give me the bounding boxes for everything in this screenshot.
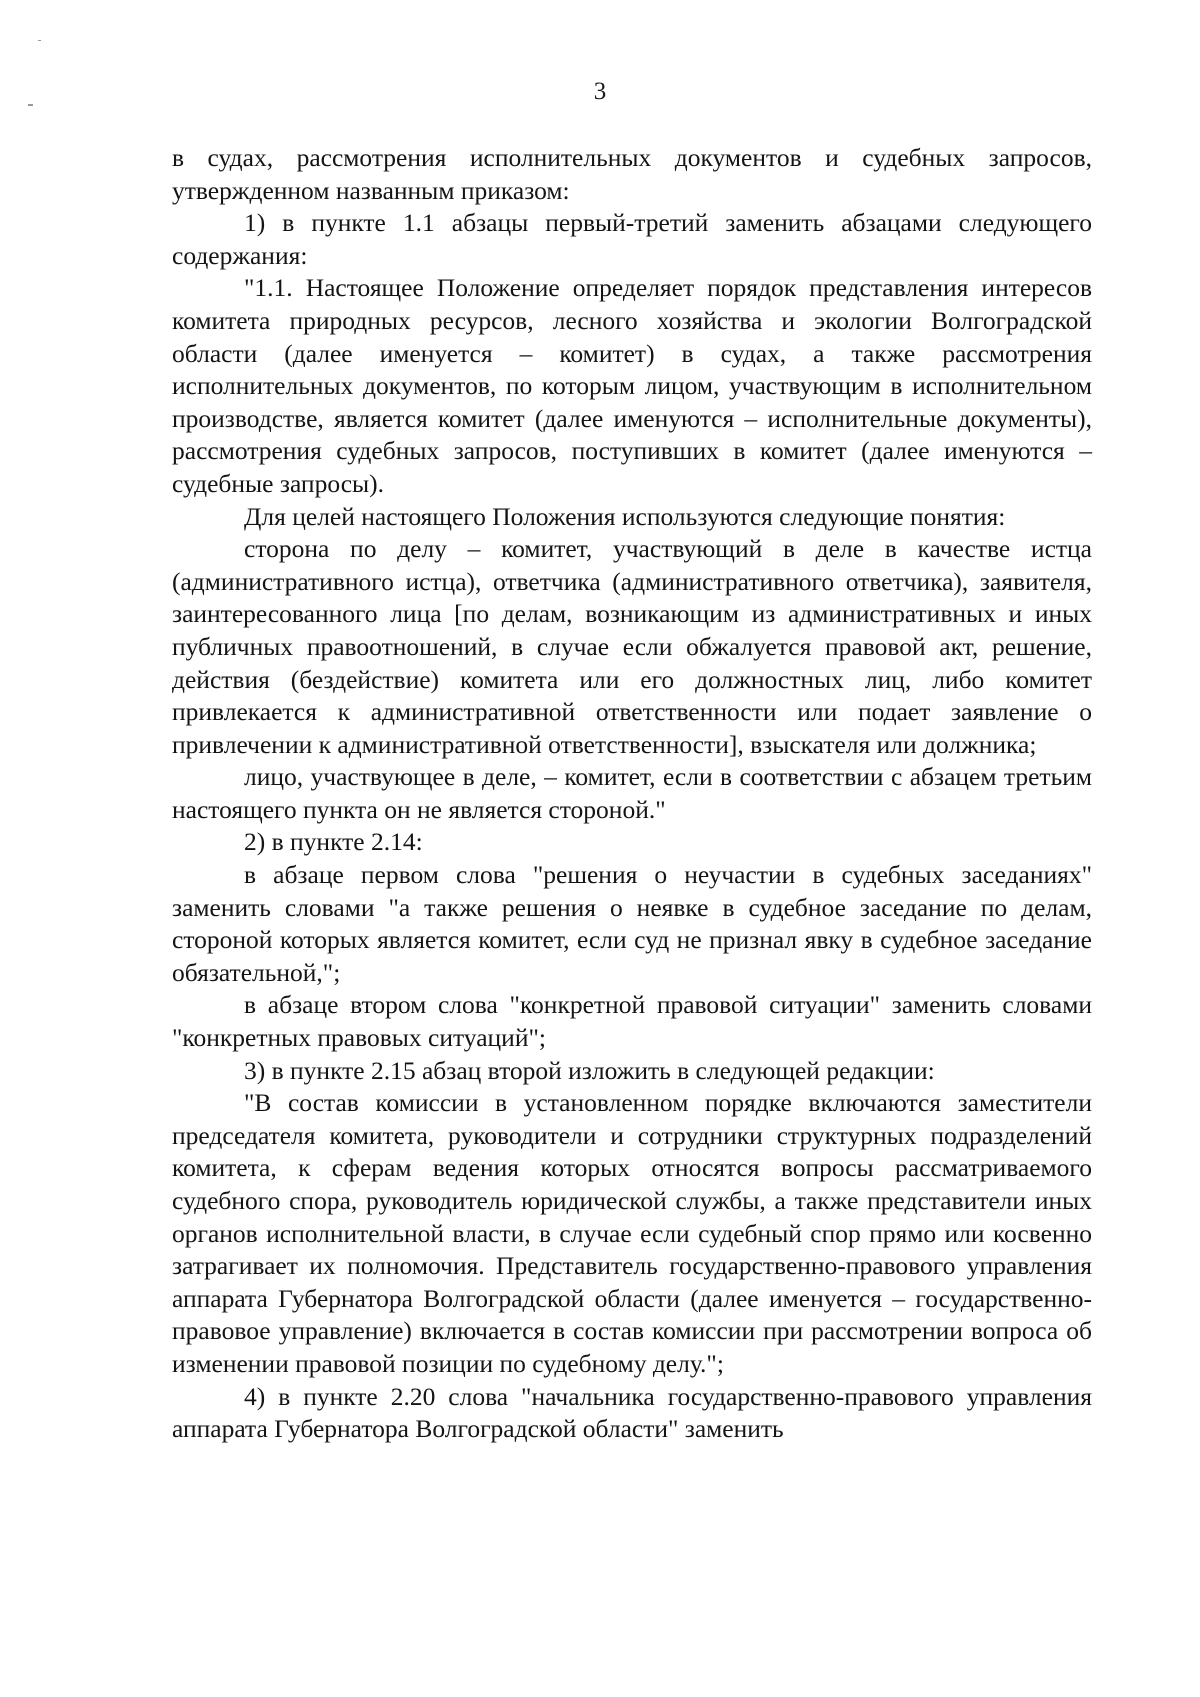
paragraph: Для целей настоящего Положения используются следующие понятия: — [244, 501, 1006, 531]
paragraph: лицо, участвующее в деле, – комитет, если в соответствии с абзацем третьим настоящего пункта он не является стороной." — [172, 762, 1092, 824]
scan-artifact — [38, 40, 41, 41]
paragraph: в абзаце первом слова "решения о неучастии в судебных заседаниях" заменить словами "а также решения о неявке в судебное заседание по делам, стороной которых является комитет, если суд не признал явку в судебное заседание обязательной,"; — [172, 860, 1092, 987]
page-number: 3 — [593, 78, 607, 105]
paragraph: в абзаце втором слова "конкретной правовой ситуации" заменить словами "конкретных правовых ситуаций"; — [172, 990, 1092, 1053]
document-body — [172, 142, 1092, 1446]
paragraph: 3) в пункте 2.15 абзац второй изложить в следующей редакции: — [244, 1055, 935, 1085]
paragraph: сторона по делу – комитет, участвующий в деле в качестве истца (административного истца), ответчика (административного ответчика), заявителя, заинтересованного лица [по делам, возникающим из административных и иных публичных правоотношений, в случае если обжалуется правовой акт, решение, действия (бездействие) комитета или его должностных лиц, либо комитет привлекается к административной ответственности или подает заявление о привлечении к административной ответственности], взыскателя или должника; — [172, 534, 1092, 759]
paragraph: 2) в пункте 2.14: — [244, 827, 423, 857]
paragraph: 1) в пункте 1.1 абзацы первый-третий заменить абзацами следующего содержания: — [172, 208, 1092, 270]
paragraph: в судах, рассмотрения исполнительных документов и судебных запросов, утвержденном названным приказом: — [172, 143, 1092, 205]
paragraph: 4) в пункте 2.20 слова "начальника государственно-правового управления аппарата Губернатора Волгоградской области" заменить — [172, 1381, 1092, 1444]
paragraph: "В состав комиссии в установленном порядке включаются заместители председателя комитета, руководители и сотрудники структурных подразделений комитета, к сферам ведения которых относятся вопросы рассматриваемого судебного спора, руководитель юридической службы, а также представители иных органов исполнительной власти, в случае если судебный спор прямо или косвенно затрагивает их полномочия. Представитель государственно-правового управления аппарата Губернатора Волгоградской области (далее именуется – государственно-правовое управление) включается в состав комиссии при рассмотрении вопроса об изменении правовой позиции по судебному делу."; — [172, 1088, 1092, 1378]
paragraph: "1.1. Настоящее Положение определяет порядок представления интересов комитета природных ресурсов, лесного хозяйства и экологии Волгоградской области (далее именуется – комитет) в судах, а также рассмотрения исполнительных документов, по которым лицом, участвующим в исполнительном производстве, является комитет (далее именуются – исполнительные документы), рассмотрения судебных запросов, поступивших в комитет (далее именуются – судебные запросы). — [172, 273, 1092, 498]
